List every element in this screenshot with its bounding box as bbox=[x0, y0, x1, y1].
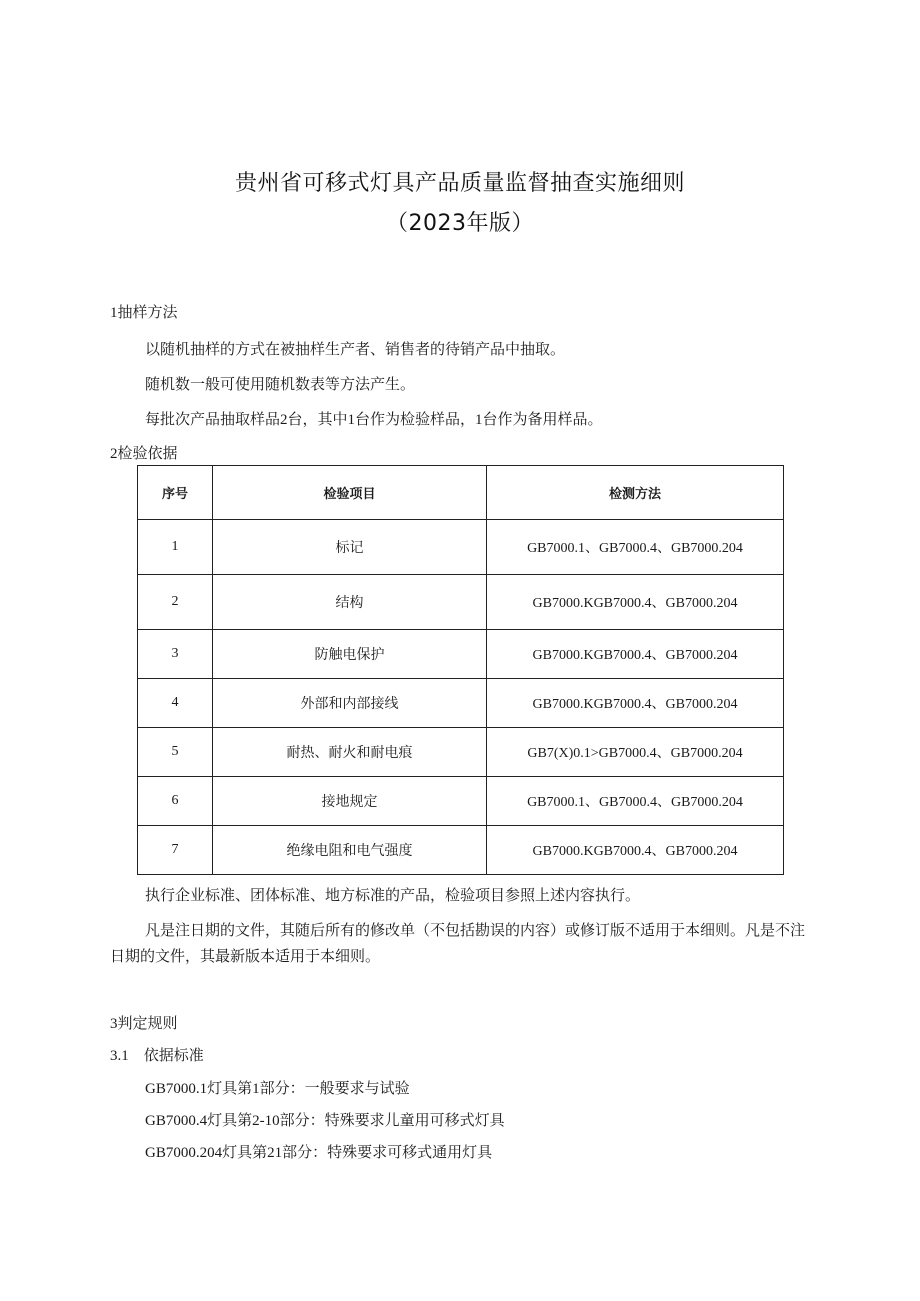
cell-item: 耐热、耐火和耐电痕 bbox=[213, 728, 487, 777]
cell-index: 4 bbox=[138, 679, 213, 728]
table-row bbox=[138, 630, 784, 679]
inspection-table bbox=[137, 465, 784, 875]
cell-index: 6 bbox=[138, 777, 213, 826]
cell-method: GB7000.1、GB7000.4、GB7000.204 bbox=[487, 520, 784, 575]
section-3-1-heading: 3.1 依据标准 bbox=[110, 1048, 204, 1064]
table-row bbox=[138, 777, 784, 826]
cell-index: 5 bbox=[138, 728, 213, 777]
document-title: 贵州省可移式灯具产品质量监督抽查实施细则 bbox=[234, 171, 685, 196]
cell-item: 标记 bbox=[213, 520, 487, 575]
cell-item: 接地规定 bbox=[213, 777, 487, 826]
section-2-note: 凡是注日期的文件，其随后所有的修改单（不包括勘误的内容）或修订版不适用于本细则。凡是不注日期的文件，其最新版本适用于本细则。 bbox=[110, 923, 806, 965]
table-row bbox=[138, 826, 784, 875]
cell-item: 外部和内部接线 bbox=[213, 679, 487, 728]
section-1-paragraph: 以随机抽样的方式在被抽样生产者、销售者的待销产品中抽取。 bbox=[145, 342, 566, 358]
cell-item: 结构 bbox=[213, 575, 487, 630]
section-1-heading: 1抽样方法 bbox=[110, 305, 178, 321]
cell-method: GB7(X)0.1>GB7000.4、GB7000.204 bbox=[487, 728, 784, 777]
standard-item: GB7000.1灯具第1部分：一般要求与试验 bbox=[145, 1081, 410, 1097]
header-index: 序号 bbox=[138, 466, 213, 520]
cell-index: 7 bbox=[138, 826, 213, 875]
section-1-paragraph: 每批次产品抽取样品2台，其中1台作为检验样品，1台作为备用样品。 bbox=[145, 412, 603, 428]
header-method: 检测方法 bbox=[487, 466, 784, 520]
table-row bbox=[138, 520, 784, 575]
cell-method: GB7000.1、GB7000.4、GB7000.204 bbox=[487, 777, 784, 826]
standard-item: GB7000.4灯具第2-10部分：特殊要求儿童用可移式灯具 bbox=[145, 1113, 505, 1129]
cell-method: GB7000.KGB7000.4、GB7000.204 bbox=[487, 630, 784, 679]
cell-index: 2 bbox=[138, 575, 213, 630]
table-row bbox=[138, 679, 784, 728]
cell-item: 绝缘电阻和电气强度 bbox=[213, 826, 487, 875]
cell-index: 3 bbox=[138, 630, 213, 679]
section-1-paragraph: 随机数一般可使用随机数表等方法产生。 bbox=[145, 377, 416, 393]
table-row bbox=[138, 728, 784, 777]
section-3-heading: 3判定规则 bbox=[110, 1016, 178, 1032]
cell-method: GB7000.KGB7000.4、GB7000.204 bbox=[487, 679, 784, 728]
section-2-heading: 2检验依据 bbox=[110, 446, 178, 462]
section-2-note: 执行企业标准、团体标准、地方标准的产品，检验项目参照上述内容执行。 bbox=[145, 888, 641, 904]
table-row bbox=[138, 575, 784, 630]
document-subtitle: （2023年版） bbox=[386, 211, 534, 236]
cell-index: 1 bbox=[138, 520, 213, 575]
table-header-row bbox=[138, 466, 784, 520]
header-item: 检验项目 bbox=[213, 466, 487, 520]
cell-item: 防触电保护 bbox=[213, 630, 487, 679]
standard-item: GB7000.204灯具第21部分：特殊要求可移式通用灯具 bbox=[145, 1145, 493, 1161]
cell-method: GB7000.KGB7000.4、GB7000.204 bbox=[487, 575, 784, 630]
cell-method: GB7000.KGB7000.4、GB7000.204 bbox=[487, 826, 784, 875]
